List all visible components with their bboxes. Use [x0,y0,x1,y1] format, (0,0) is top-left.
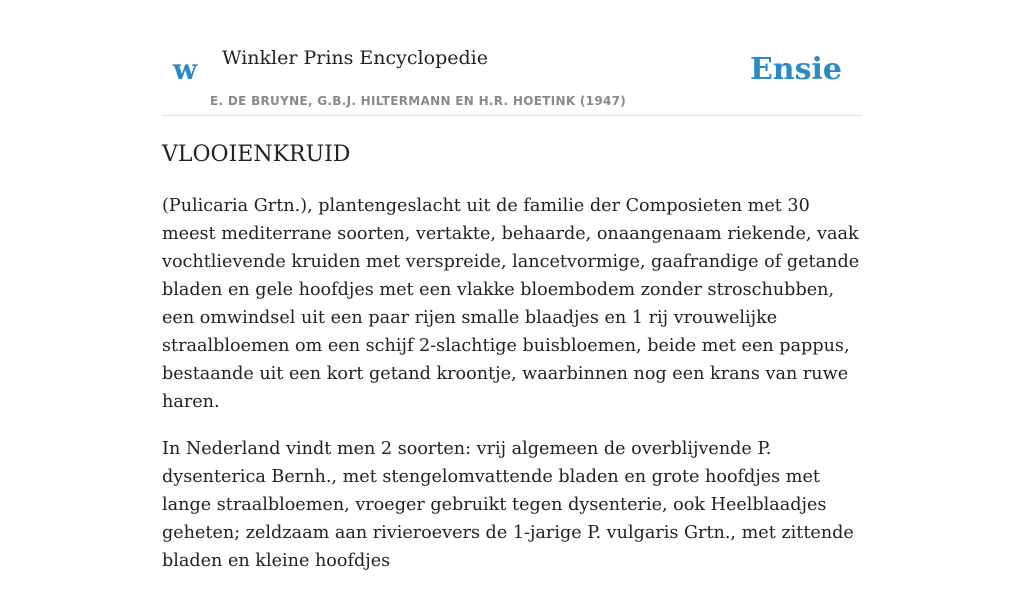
site-title[interactable]: Winkler Prins Encyclopedie [222,47,488,69]
authors-line: E. DE BRUYNE, G.B.J. HILTERMANN EN H.R. HOETINK (1947) [210,94,627,108]
encyclopedia-logo[interactable]: w [173,53,198,86]
header-divider [162,115,862,116]
entry-body [162,192,862,594]
page [162,0,862,571]
entry-paragraph: In Nederland vindt men 2 soorten: vrij algemeen de overblijvende P. dysenterica Bernh., met stengelomvattende bladen en grote hoofdjes met lange straalbloemen, vroeger gebruikt tegen dysenterie, ook Heelblaadjes geheten; zeldzaam aan rivieroevers de 1-jarige P. vulgaris Grtn., met zittende bladen en kleine hoofdjes [162,439,854,571]
entry-title: VLOOIENKRUID [162,142,351,167]
entry-paragraph: (Pulicaria Grtn.), plantengeslacht uit de familie der Composieten met 30 meest mediterrane soorten, vertakte, behaarde, onaangenaam riekende, vaak vochtlievende kruiden met verspreide, lancetvormige, gaafrandige of getande bladen en gele hoofdjes met een vlakke bloembodem zonder stroschubben, een omwindsel uit een paar rijen smalle blaadjes en 1 rij vrouwelijke straalbloemen om een schijf 2-slachtige buisbloemen, beide met een pappus, bestaande uit een kort getand kroontje, waarbinnen nog een krans van ruwe haren. [162,196,860,412]
ensie-brand-link[interactable]: Ensie [749,52,842,87]
